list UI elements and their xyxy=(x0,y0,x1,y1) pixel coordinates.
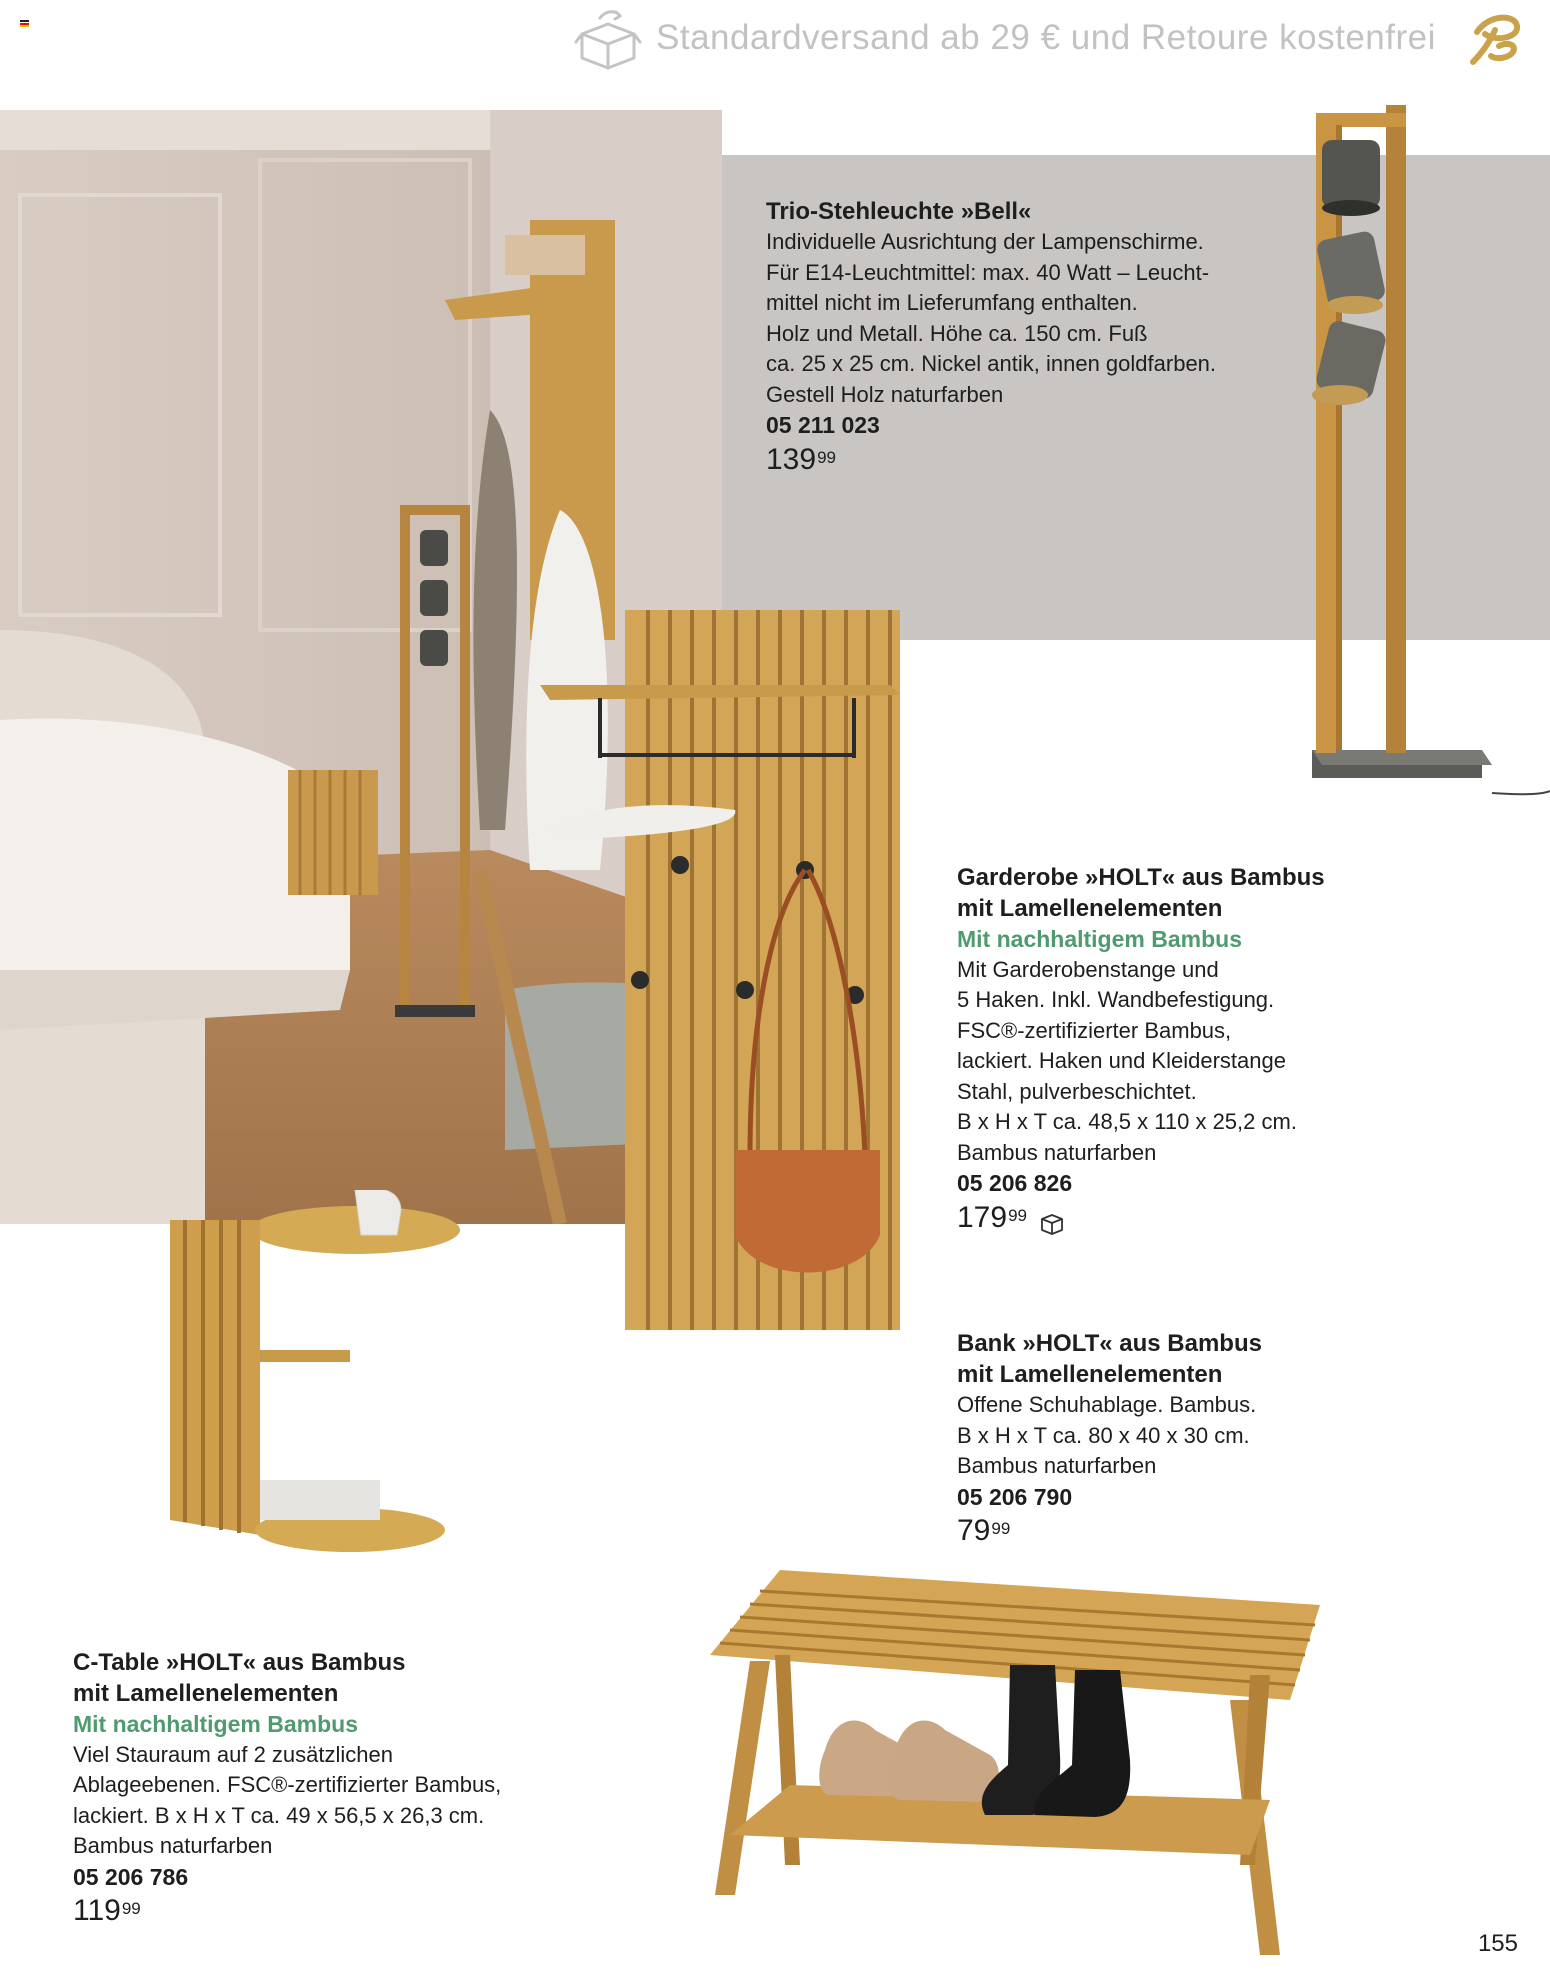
price-main: 119 xyxy=(73,1894,121,1927)
parcel-return-icon xyxy=(572,8,644,70)
product-title-line-2: mit Lamellenelementen xyxy=(957,895,1223,922)
product-desc-line: Individuelle Ausrichtung der Lampenschirme. xyxy=(766,229,1204,254)
shipping-banner xyxy=(560,8,1530,70)
article-number: 05 206 826 xyxy=(957,1170,1073,1196)
product-title: Trio-Stehleuchte »Bell« xyxy=(766,198,1032,225)
product-desc-line: 5 Haken. Inkl. Wandbefestigung. xyxy=(957,987,1275,1012)
price-cents: 99 xyxy=(817,447,836,467)
c-table-product-info xyxy=(73,1647,501,1927)
bench-image xyxy=(690,1565,1320,1955)
shipping-text: Standardversand ab 29 € und Retoure kostenfrei xyxy=(656,18,1436,57)
product-desc-line: Holz und Metall. Höhe ca. 150 cm. Fuß xyxy=(766,320,1148,346)
flag-icon xyxy=(20,20,29,27)
product-desc-line: Bambus naturfarben xyxy=(73,1833,273,1858)
floor-lamp-image xyxy=(1260,105,1550,825)
product-title-line-2: mit Lamellenelementen xyxy=(73,1680,339,1707)
parcel-delivery-icon xyxy=(1039,1213,1065,1235)
price-cents: 99 xyxy=(1008,1205,1027,1225)
product-desc-line: B x H x T ca. 48,5 x 110 x 25,2 cm. xyxy=(957,1109,1297,1134)
product-title: Garderobe »HOLT« aus Bambus xyxy=(957,864,1325,891)
product-desc-line: Ablageebenen. FSC®-zertifizierter Bambus, xyxy=(73,1772,502,1797)
product-title: C-Table »HOLT« aus Bambus xyxy=(73,1649,406,1676)
product-desc-line: Für E14-Leuchtmittel: max. 40 Watt – Leucht- xyxy=(766,259,1210,285)
product-desc-line: FSC®-zertifizierter Bambus, xyxy=(957,1017,1232,1043)
price-main: 79 xyxy=(957,1514,991,1547)
price-cents: 99 xyxy=(991,1519,1011,1538)
product-desc-line: mittel nicht im Lieferumfang enthalten. xyxy=(766,290,1138,315)
product-desc-line: lackiert. Haken und Kleiderstange xyxy=(957,1048,1286,1073)
product-desc-line: B x H x T ca. 80 x 40 x 30 cm. xyxy=(957,1422,1250,1448)
c-table-image xyxy=(165,1190,465,1570)
product-desc-line: Bambus naturfarben xyxy=(957,1453,1157,1478)
sustainability-tag: Mit nachhaltigem Bambus xyxy=(73,1711,358,1737)
product-desc-line: Stahl, pulverbeschichtet. xyxy=(957,1078,1197,1104)
product-desc-line: Mit Garderobenstange und xyxy=(957,956,1219,982)
article-number: 05 206 790 xyxy=(957,1483,1073,1510)
product-desc-line: Viel Stauraum auf 2 zusätzlichen xyxy=(73,1741,393,1767)
sustainability-tag: Mit nachhaltigem Bambus xyxy=(957,926,1242,952)
product-desc-line: ca. 25 x 25 cm. Nickel antik, innen goldfarben. xyxy=(766,351,1217,376)
coat-rack-product-info xyxy=(957,862,1325,1235)
bench-product-info xyxy=(957,1328,1262,1547)
price-main: 139 xyxy=(766,442,817,476)
product-desc-line: Offene Schuhablage. Bambus. xyxy=(957,1392,1257,1417)
product-title-line-2: mit Lamellenelementen xyxy=(957,1361,1223,1388)
article-number: 05 211 023 xyxy=(766,412,880,438)
price xyxy=(766,442,1216,476)
article-number: 05 206 786 xyxy=(73,1863,189,1890)
brand-logo xyxy=(1465,8,1525,68)
product-title: Bank »HOLT« aus Bambus xyxy=(957,1330,1262,1357)
price xyxy=(957,1200,1325,1235)
lamp-product-info xyxy=(766,196,1216,475)
price xyxy=(957,1516,1262,1547)
price-cents: 99 xyxy=(121,1899,141,1918)
product-desc-line: lackiert. B x H x T ca. 49 x 56,5 x 26,3 cm. xyxy=(73,1802,485,1828)
product-desc-line: Bambus naturfarben xyxy=(957,1139,1157,1165)
price xyxy=(73,1896,501,1927)
page-number: 155 xyxy=(1477,1930,1518,1957)
price-main: 179 xyxy=(957,1200,1008,1234)
coat-rack-image xyxy=(540,595,910,1335)
product-desc-line: Gestell Holz naturfarben xyxy=(766,381,1004,407)
